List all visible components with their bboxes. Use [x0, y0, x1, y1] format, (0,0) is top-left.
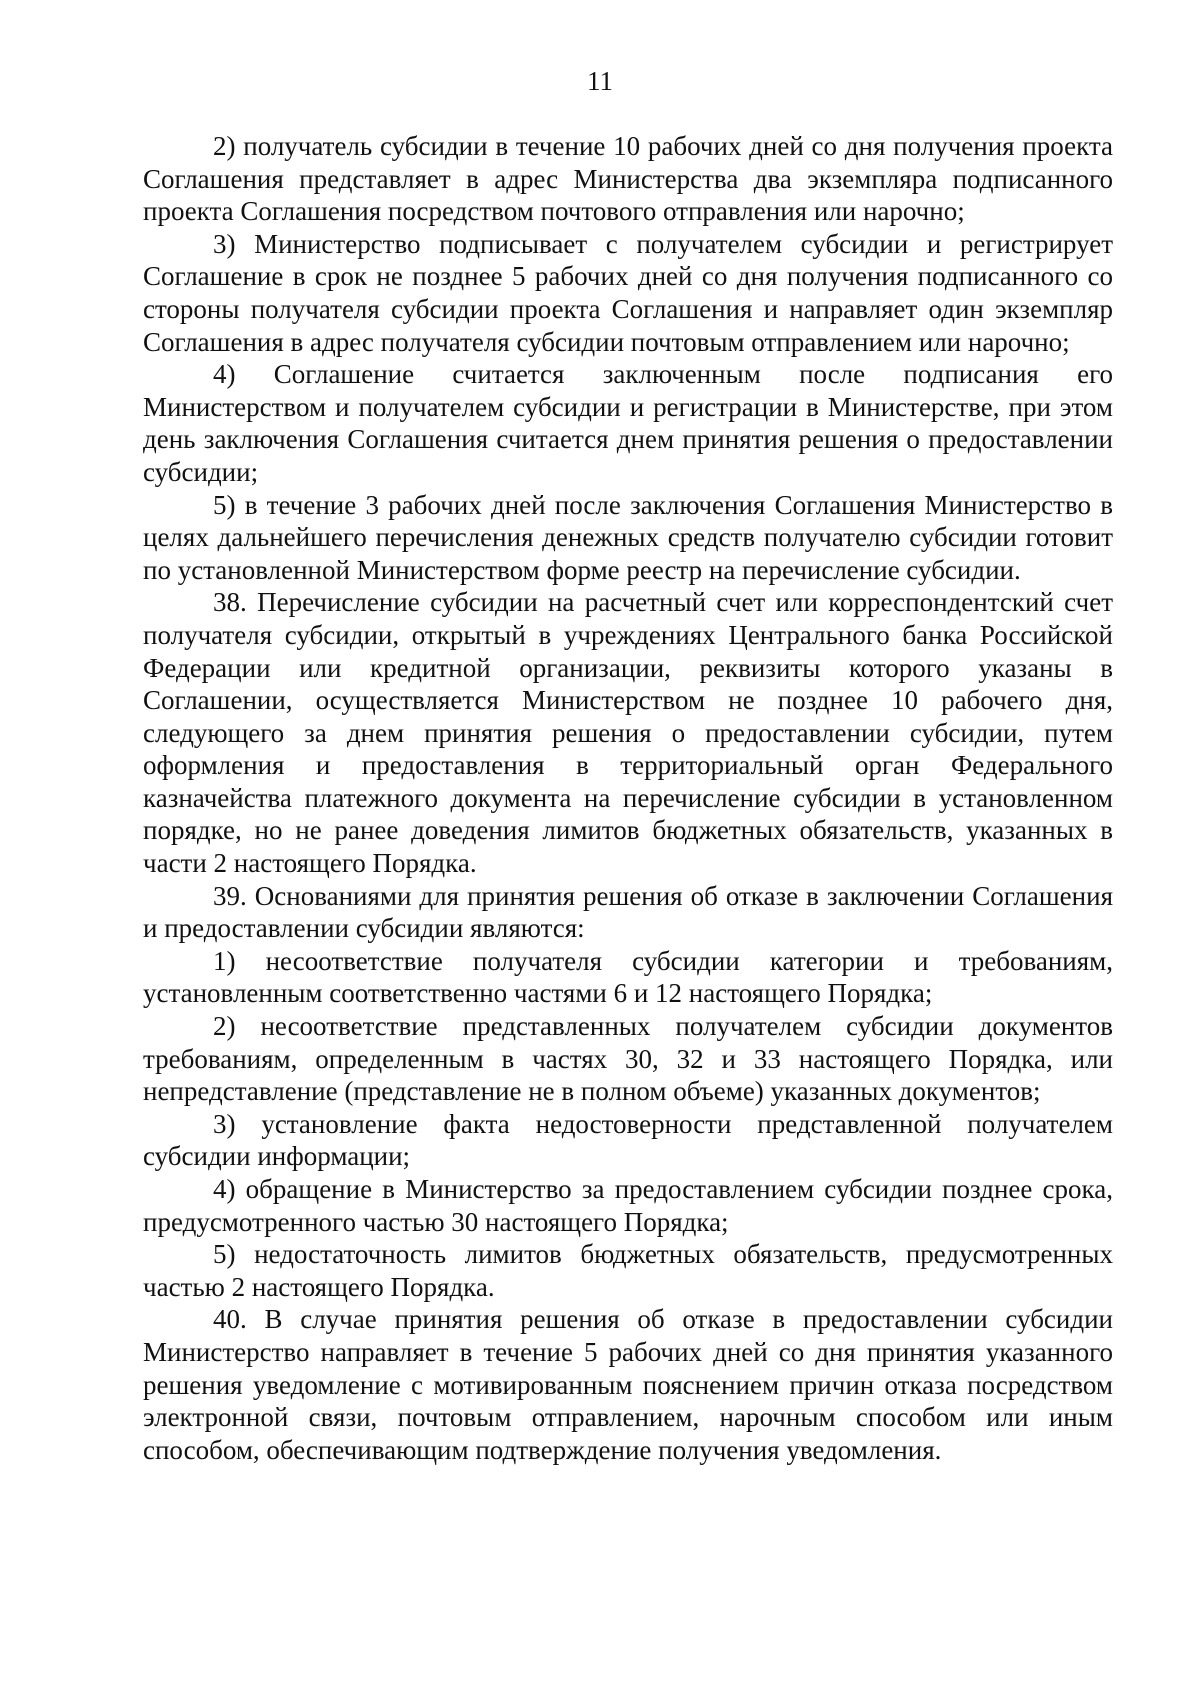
refusal-ground-5: 5) недостаточность лимитов бюджетных обязательств, предусмотренных частью 2 настоящего Порядка. — [143, 1239, 1113, 1302]
paragraph-2-sign-and-return: 2) получатель субсидии в течение 10 рабочих дней со дня получения проекта Соглашения представляет в адрес Министерства два экземпляра подписанного проекта Соглашения посредством почтового отправления или нарочно; — [143, 131, 1113, 227]
section-39-refusal-grounds: 39. Основаниями для принятия решения об отказе в заключении Соглашения и предоставлении субсидии являются: — [143, 880, 1113, 944]
page-number: 11 — [587, 66, 613, 96]
refusal-ground-1: 1) несоответствие получателя субсидии категории и требованиям, установленным соответственно частями 6 и 12 настоящего Порядка; — [143, 945, 1113, 1009]
refusal-ground-2: 2) несоответствие представленных получателем субсидии документов требованиям, определенным в частях 30, 32 и 33 настоящего Порядка, или непредставление (представление не в полном объеме) указанных документов; — [143, 1011, 1113, 1107]
paragraph-5-payment-register: 5) в течение 3 рабочих дней после заключения Соглашения Министерство в целях дальнейшего перечисления денежных средств получателю субсидии готовит по установленной Министерством форме реестр на перечисление субсидии. — [143, 489, 1113, 585]
refusal-ground-4: 4) обращение в Министерство за предоставлением субсидии позднее срока, предусмотренного частью 30 настоящего Порядка; — [143, 1174, 1113, 1237]
refusal-ground-3: 3) установление факта недостоверности представленной получателем субсидии информации; — [143, 1108, 1113, 1172]
section-40-refusal-notice: 40. В случае принятия решения об отказе в предоставлении субсидии Министерство направляет в течение 5 рабочих дней со дня принятия указанного решения уведомление с мотивированным пояснением причин отказа посредством электронной связи, почтовым отправлением, нарочным способом или иным способом, обеспечивающим подтверждение получения уведомления. — [143, 1304, 1113, 1465]
document-body — [143, 130, 1113, 1466]
paragraph-3-ministry-registers: 3) Министерство подписывает с получателем субсидии и регистрирует Соглашение в срок не позднее 5 рабочих дней со дня получения подписанного со стороны получателя субсидии проекта Соглашения и направляет один экземпляр Соглашения в адрес получателя субсидии почтовым отправлением или нарочно; — [143, 228, 1113, 357]
paragraph-4-agreement-concluded: 4) Соглашение считается заключенным после подписания его Министерством и получателем субсидии и регистрации в Министерстве, при этом день заключения Соглашения считается днем принятия решения о предоставлении субсидии; — [143, 359, 1113, 487]
section-38-subsidy-transfer: 38. Перечисление субсидии на расчетный счет или корреспондентский счет получателя субсидии, открытый в учреждениях Центрального банка Российской Федерации или кредитной организации, реквизиты которого указаны в Соглашении, осуществляется Министерством не позднее 10 рабочего дня, следующего за днем принятия решения о предоставлении субсидии, путем оформления и предоставления в территориальный орган Федерального казначейства платежного документа на перечисление субсидии в установленном порядке, но не ранее доведения лимитов бюджетных обязательств, указанных в части 2 настоящего Порядка. — [143, 587, 1113, 879]
